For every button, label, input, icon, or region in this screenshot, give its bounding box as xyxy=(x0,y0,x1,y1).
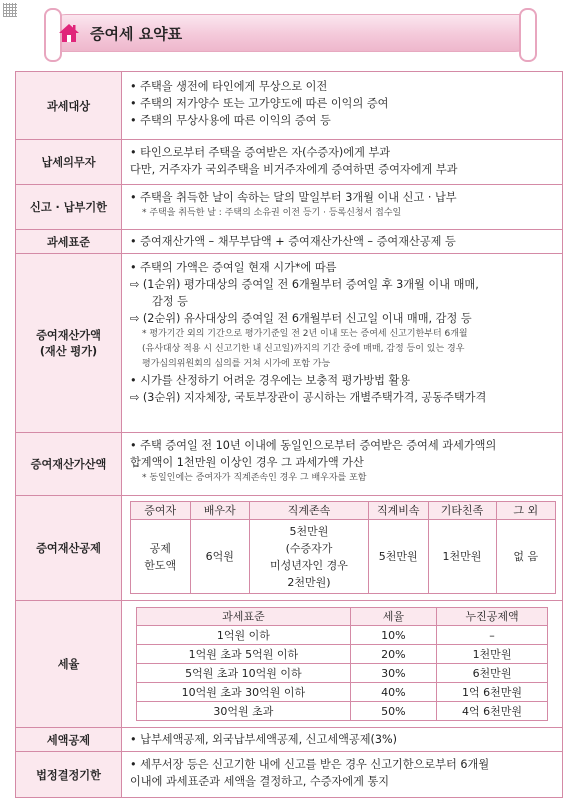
text-line: 감정 등 xyxy=(152,295,188,308)
deduction-value-row xyxy=(131,520,556,594)
text-line: 다만, 거주자가 국외주택을 비거주자에게 증여하면 증여자에게 부과 xyxy=(130,163,458,176)
row-content xyxy=(122,433,563,496)
row-deadline xyxy=(16,185,563,230)
column-header: 직계비속 xyxy=(369,502,429,520)
column-header: 증여자 xyxy=(131,502,191,520)
row-head: 신고 · 납부기한 xyxy=(16,185,122,230)
row-add-back xyxy=(16,433,563,496)
table-row xyxy=(137,664,548,683)
deduction-label-line2: 한도액 xyxy=(144,558,177,572)
column-header: 누진공제액 xyxy=(437,608,548,626)
deduction-other: 없 음 xyxy=(496,520,556,594)
row-content xyxy=(122,140,563,185)
footnote: 평가심의위원회의 심의를 거쳐 시가에 포함 가능 xyxy=(142,359,331,369)
rate-value: 20% xyxy=(350,645,436,664)
text-line: • 타인으로부터 주택을 증여받은 자(수증자)에게 부과 xyxy=(130,146,391,159)
row-property-value xyxy=(16,254,563,433)
text-line: • 주택의 가액은 증여일 현재 시가*에 따름 xyxy=(130,261,337,274)
column-header: 세율 xyxy=(350,608,436,626)
text-line: • 주택을 취득한 날이 속하는 달의 말일부터 3개월 이내 신고 · 납부 xyxy=(130,191,457,204)
rate-deduction: 6천만원 xyxy=(437,664,548,683)
table-row xyxy=(137,645,548,664)
row-head: 세율 xyxy=(16,601,122,728)
text-line: • 주택의 저가양수 또는 고가양도에 따른 이익의 증여 xyxy=(130,97,389,110)
row-content xyxy=(122,728,563,752)
table-row xyxy=(137,626,548,645)
column-header: 그 외 xyxy=(496,502,556,520)
deduction-label-line1: 공제 xyxy=(149,541,171,555)
rate-deduction: 4억 6천만원 xyxy=(437,702,548,721)
rate-header-row xyxy=(137,608,548,626)
rate-deduction: 1천만원 xyxy=(437,645,548,664)
ascendant-line: 2천만원) xyxy=(287,575,331,589)
column-header: 직계존속 xyxy=(250,502,369,520)
row-head xyxy=(16,254,122,433)
row-tax-base xyxy=(16,230,563,254)
row-head: 세액공제 xyxy=(16,728,122,752)
footnote: (유사대상 적용 시 신고기한 내 신고일)까지의 기간 중에 매매, 감정 등이 있는 경우 xyxy=(142,344,465,354)
row-head: 증여재산공제 xyxy=(16,496,122,601)
ascendant-line: (수증자가 xyxy=(285,541,333,555)
ascendant-line: 5천만원 xyxy=(289,524,329,538)
ascendant-line: 미성년자인 경우 xyxy=(270,558,348,572)
text-line: ⇨ (3순위) 지자체장, 국토부장관이 공시하는 개별주택가격, 공동주택가격 xyxy=(130,391,487,404)
rate-base: 1억원 초과 5억원 이하 xyxy=(137,645,351,664)
deduction-header-row xyxy=(131,502,556,520)
row-content xyxy=(122,601,563,728)
rate-base: 1억원 이하 xyxy=(137,626,351,645)
column-header: 배우자 xyxy=(190,502,250,520)
rate-base: 5억원 초과 10억원 이하 xyxy=(137,664,351,683)
footnote: * 주택을 취득한 날 : 주택의 소유권 이전 등기 · 등록신청서 접수일 xyxy=(142,208,402,218)
text-line: • 납부세액공제, 외국납부세액공제, 신고세액공제(3%) xyxy=(130,733,398,746)
row-taxable-object xyxy=(16,72,563,140)
rate-value: 30% xyxy=(350,664,436,683)
rate-value: 40% xyxy=(350,683,436,702)
row-head: 증여재산가산액 xyxy=(16,433,122,496)
footnote: * 동일인에는 증여자가 직계존속인 경우 그 배우자를 포함 xyxy=(142,473,367,483)
deduction-spouse: 6억원 xyxy=(190,520,250,594)
text-line: 이내에 과세표준과 세액을 결정하고, 수증자에게 통지 xyxy=(130,775,390,788)
column-header: 과세표준 xyxy=(137,608,351,626)
rate-deduction: – xyxy=(437,626,548,645)
deduction-relative: 1천만원 xyxy=(428,520,496,594)
row-taxpayer xyxy=(16,140,563,185)
banner-scroll-right xyxy=(519,8,537,62)
row-tax-credit xyxy=(16,728,563,752)
row-head: 과세표준 xyxy=(16,230,122,254)
row-head: 납세의무자 xyxy=(16,140,122,185)
column-header: 기타친족 xyxy=(428,502,496,520)
text-line: • 세무서장 등은 신고기한 내에 신고를 받은 경우 신고기한으로부터 6개월 xyxy=(130,758,490,771)
row-head: 과세대상 xyxy=(16,72,122,140)
qr-code xyxy=(3,3,17,17)
row-content xyxy=(122,752,563,798)
deduction-ascendant xyxy=(250,520,369,594)
text-line: • 시가를 산정하기 어려운 경우에는 보충적 평가방법 활용 xyxy=(130,374,411,387)
rate-value: 10% xyxy=(350,626,436,645)
rate-base: 10억원 초과 30억원 이하 xyxy=(137,683,351,702)
row-head: 법정결정기한 xyxy=(16,752,122,798)
table-row xyxy=(137,683,548,702)
row-content xyxy=(122,72,563,140)
summary-table xyxy=(15,71,563,798)
text-line: • 주택 증여일 전 10년 이내에 동일인으로부터 증여받은 증여세 과세가액의 xyxy=(130,439,497,452)
tax-rate-table xyxy=(136,607,548,721)
text-line: • 주택을 생전에 타인에게 무상으로 이전 xyxy=(130,80,328,93)
deduction-descendant: 5천만원 xyxy=(369,520,429,594)
footnote: * 평가기간 외의 기간으로 평가기준일 전 2년 이내 또는 증여세 신고기한부터 6개월 xyxy=(142,329,468,339)
row-content xyxy=(122,254,563,433)
deduction-table xyxy=(130,501,556,594)
table-row xyxy=(137,702,548,721)
row-content xyxy=(122,185,563,230)
text-line: • 증여재산가액 – 채무부담액 + 증여재산가산액 – 증여재산공제 등 xyxy=(130,235,456,248)
row-head-line1: 증여재산가액 xyxy=(36,329,101,342)
rate-deduction: 1억 6천만원 xyxy=(437,683,548,702)
home-icon xyxy=(58,22,80,44)
row-legal-deadline xyxy=(16,752,563,798)
row-deduction xyxy=(16,496,563,601)
rate-base: 30억원 초과 xyxy=(137,702,351,721)
text-line: 합계액이 1천만원 이상인 경우 그 과세가액 가산 xyxy=(130,456,364,469)
title-banner xyxy=(44,8,537,58)
text-line: ⇨ (1순위) 평가대상의 증여일 전 6개월부터 증여일 후 3개월 이내 매매, xyxy=(130,278,479,291)
text-line: • 주택의 무상사용에 따른 이익의 증여 등 xyxy=(130,114,331,127)
page-title: 증여세 요약표 xyxy=(90,25,183,43)
text-line: ⇨ (2순위) 유사대상의 증여일 전 6개월부터 신고일 이내 매매, 감정 등 xyxy=(130,312,472,325)
row-content xyxy=(122,230,563,254)
row-tax-rate xyxy=(16,601,563,728)
deduction-label xyxy=(131,520,191,594)
rate-value: 50% xyxy=(350,702,436,721)
row-head-line2: (재산 평가) xyxy=(39,345,98,358)
row-content xyxy=(122,496,563,601)
